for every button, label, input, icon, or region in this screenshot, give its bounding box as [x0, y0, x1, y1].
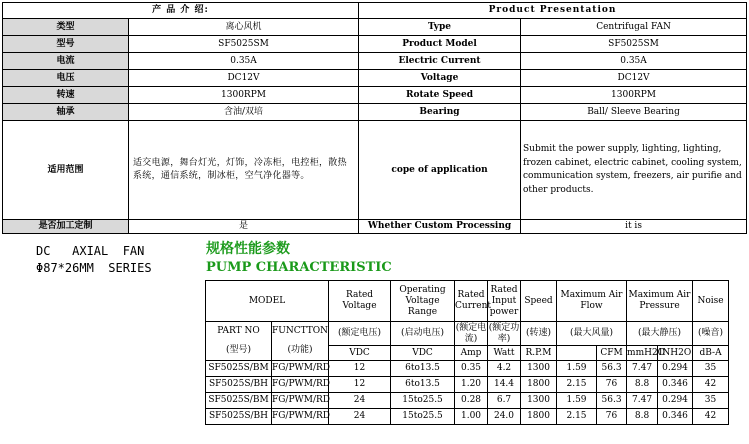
- cell-mm: 8.8: [627, 409, 658, 425]
- cell-watt: 4.2: [488, 361, 521, 377]
- value-voltage-en: DC12V: [521, 70, 747, 87]
- series-line-2: Φ87*26MM SERIES: [36, 261, 152, 275]
- u-rpm: R.P.M: [521, 346, 557, 361]
- label-voltage-en: Voltage: [359, 70, 521, 87]
- label-custom-en: Whether Custom Processing: [359, 220, 521, 234]
- cell-amp: 1.00: [455, 409, 488, 425]
- cell-func: FG/PWM/RD: [272, 377, 329, 393]
- label-scope-en: cope of application: [359, 121, 521, 220]
- cell-flow1: 2.15: [557, 409, 597, 425]
- cell-rpm: 1300: [521, 393, 557, 409]
- label-type-en: Type: [359, 19, 521, 36]
- label-model-zh: 型号: [3, 36, 129, 53]
- u-watt: Watt: [488, 346, 521, 361]
- cell-part: SF5025S/BM: [206, 393, 272, 409]
- value-current-en: 0.35A: [521, 53, 747, 70]
- h-part-no: [206, 322, 272, 361]
- cell-db: 35: [693, 393, 729, 409]
- cell-db: 42: [693, 377, 729, 393]
- table-row: [206, 409, 729, 425]
- cell-watt: 24.0: [488, 409, 521, 425]
- h-rated-voltage-zh: (额定电压): [329, 322, 391, 346]
- h-speed: Speed: [521, 281, 557, 322]
- h-rated-input-zh: (额定功率): [488, 322, 520, 344]
- value-current-zh: 0.35A: [129, 53, 359, 70]
- label-bearing-zh: 轴承: [3, 104, 129, 121]
- cell-mm: 7.47: [627, 393, 658, 409]
- cell-inh: 0.294: [658, 393, 693, 409]
- performance-table: [205, 280, 729, 425]
- cell-cfm: 76: [597, 409, 627, 425]
- label-scope-zh: 适用范围: [3, 121, 129, 220]
- cell-rpm: 1800: [521, 409, 557, 425]
- table-row: [206, 393, 729, 409]
- cell-cfm: 56.3: [597, 393, 627, 409]
- h-function-en: FUNCTTON: [272, 326, 329, 336]
- label-voltage-zh: 电压: [3, 70, 129, 87]
- u-dba: dB-A: [693, 346, 729, 361]
- h-part-no-zh: (型号): [225, 345, 252, 355]
- cell-v: 12: [329, 377, 391, 393]
- cell-v: 24: [329, 393, 391, 409]
- cell-rpm: 1800: [521, 377, 557, 393]
- cell-range: 6to13.5: [391, 377, 455, 393]
- u-mmh2o: mmH2O: [627, 346, 658, 361]
- value-custom-zh: 是: [129, 220, 359, 234]
- cell-mm: 8.8: [627, 377, 658, 393]
- h-rated-current-zh: (额定电流): [455, 322, 487, 344]
- h-max-air-pressure-zh: (最大静压): [627, 322, 693, 346]
- cell-amp: 0.35: [455, 361, 488, 377]
- u-vdc-operating: VDC: [391, 346, 455, 361]
- cell-flow1: 1.59: [557, 393, 597, 409]
- cell-v: 24: [329, 409, 391, 425]
- u-vdc-rated: VDC: [329, 346, 391, 361]
- h-function: [272, 322, 329, 361]
- series-title: [36, 243, 152, 277]
- value-model-en: SF5025SM: [521, 36, 747, 53]
- cell-cfm: 76: [597, 377, 627, 393]
- table-row: [206, 361, 729, 377]
- value-scope-en: Submit the power supply, lighting, lighting, frozen cabinet, electric cabinet, cooling system, communication system, freezers, air purifie and other products.: [521, 121, 747, 220]
- value-bearing-zh: 含油/双培: [129, 104, 359, 121]
- h-max-air-flow: Maximum Air Flow: [557, 281, 627, 322]
- value-model-zh: SF5025SM: [129, 36, 359, 53]
- cell-v: 12: [329, 361, 391, 377]
- cell-inh: 0.346: [658, 409, 693, 425]
- h-max-air-flow-zh: (最大风量): [557, 322, 627, 346]
- h-rated-input: Rated Input power: [488, 281, 521, 322]
- h-speed-zh: (转速): [521, 322, 557, 346]
- u-amp: Amp: [455, 346, 488, 361]
- cell-func: FG/PWM/RD: [272, 393, 329, 409]
- h-noise-zh: (噪音): [693, 322, 729, 346]
- cell-range: 6to13.5: [391, 361, 455, 377]
- table-row: [206, 377, 729, 393]
- cell-inh: 0.346: [658, 377, 693, 393]
- cell-func: FG/PWM/RD: [272, 409, 329, 425]
- cell-part: SF5025S/BH: [206, 409, 272, 425]
- cell-inh: 0.294: [658, 361, 693, 377]
- spec-header-zh: 产 品 介 绍:: [3, 3, 359, 19]
- label-model-en: Product Model: [359, 36, 521, 53]
- cell-rpm: 1300: [521, 361, 557, 377]
- cell-part: SF5025S/BH: [206, 377, 272, 393]
- label-current-en: Electric Current: [359, 53, 521, 70]
- value-scope-zh: 适交电源，舞台灯光，灯饰，冷冻柜，电控柜，散热系统，通信系统，制冰柜，空气净化器等。: [129, 121, 359, 220]
- label-custom-zh: 是否加工定制: [3, 220, 129, 234]
- pump-title-zh: 规格性能参数: [206, 241, 290, 257]
- u-flow-blank: [557, 346, 597, 361]
- cell-part: SF5025S/BM: [206, 361, 272, 377]
- value-voltage-zh: DC12V: [129, 70, 359, 87]
- h-rated-voltage: Rated Voltage: [329, 281, 391, 322]
- cell-flow1: 2.15: [557, 377, 597, 393]
- cell-amp: 1.20: [455, 377, 488, 393]
- h-max-air-pressure: Maximum Air Pressure: [627, 281, 693, 322]
- cell-range: 15to25.5: [391, 393, 455, 409]
- h-operating-voltage: Operating Voltage Range: [391, 281, 455, 322]
- h-operating-voltage-zh: (启动电压): [391, 322, 455, 346]
- cell-db: 42: [693, 409, 729, 425]
- cell-range: 15to25.5: [391, 409, 455, 425]
- cell-flow1: 1.59: [557, 361, 597, 377]
- value-bearing-en: Ball/ Sleeve Bearing: [521, 104, 747, 121]
- cell-db: 35: [693, 361, 729, 377]
- spec-header-en: Product Presentation: [359, 3, 747, 19]
- cell-cfm: 56.3: [597, 361, 627, 377]
- value-type-zh: 离心风机: [129, 19, 359, 36]
- label-current-zh: 电流: [3, 53, 129, 70]
- value-speed-zh: 1300RPM: [129, 87, 359, 104]
- product-spec-table: [2, 2, 747, 234]
- u-cfm: CFM: [597, 346, 627, 361]
- label-speed-en: Rotate Speed: [359, 87, 521, 104]
- cell-mm: 7.47: [627, 361, 658, 377]
- h-noise: Noise: [693, 281, 729, 322]
- pump-title-en: PUMP CHARACTERISTIC: [206, 260, 392, 275]
- value-type-en: Centrifugal FAN: [521, 19, 747, 36]
- value-speed-en: 1300RPM: [521, 87, 747, 104]
- label-type-zh: 类型: [3, 19, 129, 36]
- u-inh2o: INH2O: [658, 346, 693, 361]
- cell-amp: 0.28: [455, 393, 488, 409]
- h-rated-current: Rated Current: [455, 281, 488, 322]
- label-bearing-en: Bearing: [359, 104, 521, 121]
- cell-watt: 6.7: [488, 393, 521, 409]
- label-speed-zh: 转速: [3, 87, 129, 104]
- cell-func: FG/PWM/RD: [272, 361, 329, 377]
- value-custom-en: it is: [521, 220, 747, 234]
- h-part-no-en: PART NO: [217, 326, 260, 336]
- h-function-zh: (功能): [287, 345, 313, 355]
- cell-watt: 14.4: [488, 377, 521, 393]
- h-model: MODEL: [206, 281, 329, 322]
- series-line-1: DC AXIAL FAN: [36, 244, 145, 258]
